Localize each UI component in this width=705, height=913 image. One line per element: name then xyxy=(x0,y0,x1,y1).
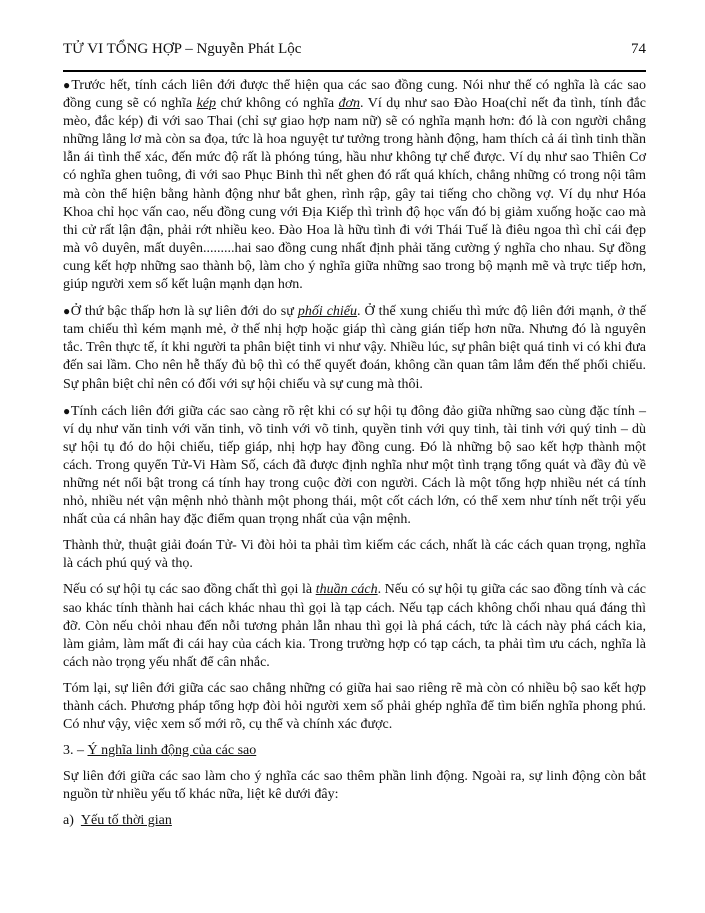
text-segment: Thành thử, thuật giải đoán Tử- Vi đòi hỏi ta phải tìm kiếm các cách, nhất là các cách quan trọng, nghĩa là cách phú quý và thọ. xyxy=(63,538,646,572)
running-title: TỬ VI TỔNG HỢP – Nguyễn Phát Lộc xyxy=(63,41,302,57)
text-segment: chứ không có nghĩa xyxy=(216,96,339,112)
text-segment: Trước hết, tính cách liên đới được thể hiện qua các sao đồng cung. Nói như thế có nghĩa là các sao đồng cung sẽ có nghĩa xyxy=(63,78,647,112)
body-paragraph-phoi-chieu xyxy=(63,302,646,393)
text-segment: Sự liên đới giữa các sao làm cho ý nghĩa các sao thêm phần linh động. Ngoài ra, sự linh động còn bắt nguồn từ nhiều yếu tố khác nữa, liệt kê dưới đây: xyxy=(63,769,646,803)
page-number: 74 xyxy=(631,41,646,57)
text-segment: Ý nghĩa linh động của các sao xyxy=(87,743,257,759)
page-body xyxy=(63,76,646,831)
text-segment: . Ví dụ như sao Đào Hoa(chỉ nết đa tình, tính đắc mèo, đắc kép) đi với sao Thai (chỉ sự giao hợp nam nữ) sẽ có nghĩa mạnh hơn: đó là con người chẳng những lẳng lơ mà còn sa đọa, tức là hoa nguyệt tư tưởng trong hành động, ham thích cả ái tình tinh thần lẫn ái tình thể xác, đến mức độ rất là phóng túng, hầu như không tự chế được. Ví dụ như sao Thiên Cơ có nghĩa ghen tuông, đi với sao Phục Binh thì nết ghen đó rất quá khích, chẳng những có trong nội tâm mà còn thể hiện bằng hành động như bắt ghen, rình rập, gây tai tiếng cho chồng vợ. Ví dụ như Hóa Khoa chỉ học vấn cao, nếu đồng cung với Địa Kiếp thì trình độ học vấn đó bị giảm xuống hoặc cao mà thi cử rất lận đận, phải rớt nhiều keo. Đào Hoa là hữu tình đi với Thái Tuế là điêu ngoa thì chỉ cái đẹp mà vô duyên, mất duyên.........hai sao đồng cung nhất định phải tăng cường ý nghĩa cho nhau. Sự đồng cung kết hợp những sao thành bộ, làm cho ý nghĩa giữa những sao trong bộ mạnh mẽ và trực tiếp hơn, giúp người xem số kết luận mạnh dạn hơn. xyxy=(63,96,647,293)
text-segment: Ở thứ bậc thấp hơn là sự liên đới do sự xyxy=(70,304,298,320)
text-segment: Tóm lại, sự liên đới giữa các sao chẳng những có giữa hai sao riêng rẽ mà còn có nhiều bộ sao kết hợp thành cách. Phương pháp tổng hợp đòi hỏi người xem số phải ghép nghĩa để tìm biến nghĩa phong phú. Có như vậy, việc xem số mới rõ, cụ thể và chính xác được. xyxy=(63,680,646,733)
text-segment: a) xyxy=(63,813,81,829)
body-paragraph-hoi-tu xyxy=(63,402,646,530)
text-segment: phối chiếu xyxy=(297,304,358,320)
body-paragraph-dong-cung xyxy=(63,76,646,294)
text-segment: đơn xyxy=(338,96,361,112)
text-segment: kép xyxy=(196,96,217,112)
body-paragraph-thuan-cach xyxy=(63,581,646,671)
bullet-icon: ● xyxy=(63,78,72,92)
bullet-icon: ● xyxy=(63,403,71,418)
body-paragraph-thanh-thu xyxy=(63,537,646,573)
text-segment: Nếu có sự hội tụ các sao đồng chất thì gọi là xyxy=(63,582,316,598)
text-segment: 3. – xyxy=(63,743,88,759)
body-paragraph-tom-lai xyxy=(63,680,646,734)
list-item-a-yeu-to-thoi-gian xyxy=(63,812,646,830)
text-segment: . Ở thế xung chiếu thì mức độ liên đới mạnh, ở thế tam chiếu thì kém mạnh mẻ, ở thế nhị hợp hoặc giáp thì càng gián tiếp hơn nữa. Nhưng đó là nguyên tắc. Trên thực tế, ít khi người ta phân biệt tinh vi như vậy. Nhiều lúc, sự phân biệt quá tinh vi có khi đưa đến sai lầm. Cho nên hễ thấy đủ bộ thì có thể quyết đoán, không cần quan tâm lắm đến thế phối chiếu. Sự phân biệt chỉ nên có đối với sự hội chiếu và sự cung mà thôi. xyxy=(63,304,646,392)
text-segment: thuần cách xyxy=(315,582,378,598)
bullet-icon: ● xyxy=(63,304,71,319)
body-paragraph-linh-dong xyxy=(63,768,646,804)
text-segment: . Nếu có sự hội tụ giữa các sao đồng tính và các sao khác tính thành hai cách khác nhau thì gọi là tạp cách. Nếu tạp cách không chối nhau quá đáng thì đỡ. Còn nếu chỏi nhau đến nỗi tương phản lẫn nhau thì gọi là phá cách, tức là cách này phá cách kia, làm giảm, làm mất đi cái hay của cách kia. Trong trường hợp có tạp cách, ta phải tìm ưu cách, nghĩa là cách nào trọng yếu nhất để cân nhắc. xyxy=(63,582,647,670)
section-heading-3 xyxy=(63,742,646,760)
text-segment: Yếu tố thời gian xyxy=(80,813,172,829)
page-header xyxy=(63,40,646,59)
header-rule xyxy=(63,70,646,72)
text-segment: Tính cách liên đới giữa các sao càng rõ rệt khi có sự hội tụ đông đảo giữa những sao cùng đặc tính – ví dụ như văn tinh với văn tinh, võ tinh với võ tinh, quyền tinh với quy tinh, tài tinh với quý tinh – dù sự hội tụ đó do hội chiếu, tiếp giáp, nhị hợp hay đồng cung. Đó là những bộ sao kết hợp thành một cách. Trong quyển Tử-Vi Hàm Số, cách đã được định nghĩa như một tình trạng tổng quát và đầy đủ về những nét nổi bật trong cá tính hay trong cuộc đời con người. Cách là một tổng hợp nhiều nét cá tính nhỏ, nhiều nét vận mệnh nhỏ thành một phong thái, một cốt cách lớn, có thể xem như tính nết trội yếu nhất của cá nhân hay đặc điểm quan trọng nhất của vận mệnh. xyxy=(63,403,646,528)
